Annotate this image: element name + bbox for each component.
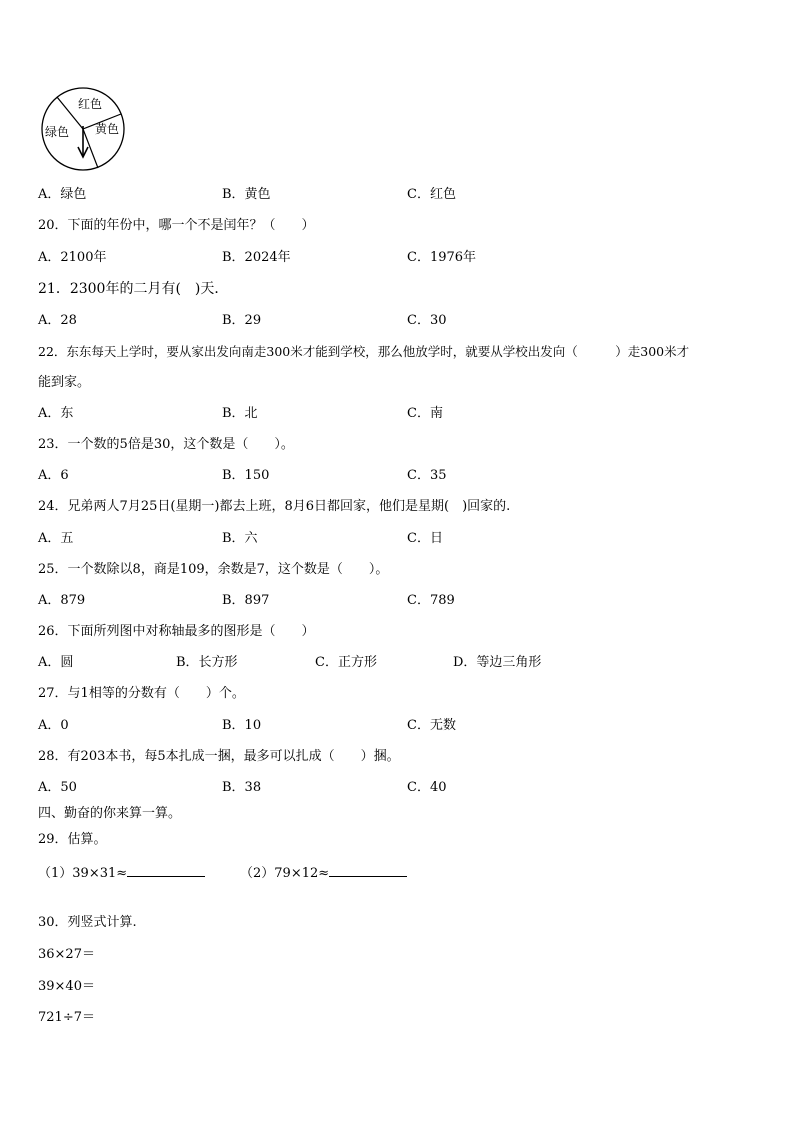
q29-part2 bbox=[240, 864, 407, 882]
q23-question: 23．一个数的5倍是30，这个数是（ ）。 bbox=[38, 437, 294, 452]
q30-item-3: 721÷7＝ bbox=[38, 1010, 95, 1025]
spinner-label-green: 绿色 bbox=[45, 125, 70, 139]
q25-question: 25．一个数除以8，商是109，余数是7，这个数是（ ）。 bbox=[38, 562, 389, 577]
q26-option-a: A．圆 bbox=[38, 655, 74, 670]
q27-question: 27．与1相等的分数有（ ）个。 bbox=[38, 686, 245, 701]
q30-item-1: 36×27＝ bbox=[38, 947, 95, 962]
q25-option-b: B．897 bbox=[222, 593, 270, 608]
q21-option-b: B．29 bbox=[222, 313, 262, 328]
q22-option-c: C．南 bbox=[407, 406, 443, 421]
q20-question: 20．下面的年份中，哪一个不是闰年？（ ） bbox=[38, 218, 315, 233]
q24-question: 24．兄弟两人7月25日(星期一)都去上班，8月6日都回家，他们是星期( )回家的. bbox=[38, 499, 511, 514]
q30-item-2: 39×40＝ bbox=[38, 979, 95, 994]
q30-question: 30．列竖式计算. bbox=[38, 915, 137, 930]
q21-question: 21．2300年的二月有( )天． bbox=[38, 281, 229, 297]
q21-option-a: A．28 bbox=[38, 313, 77, 328]
q28-option-a: A．50 bbox=[38, 780, 77, 795]
q26-option-c: C．正方形 bbox=[315, 655, 377, 670]
q27-option-b: B．10 bbox=[222, 718, 262, 733]
q19-option-c: C．红色 bbox=[407, 187, 456, 202]
q20-option-a: A．2100年 bbox=[38, 250, 107, 265]
q27-option-a: A．0 bbox=[38, 718, 69, 733]
spinner-label-yellow: 黄色 bbox=[95, 122, 120, 136]
q29-part2-expression: （2）79×12≈ bbox=[240, 866, 330, 881]
q24-option-a: A．五 bbox=[38, 531, 74, 546]
q22-question-line1: 22．东东每天上学时，要从家出发向南走300米才能到学校，那么他放学时，就要从学校出发向（ ）走300米才 bbox=[38, 344, 690, 359]
q29-part1-answer-blank[interactable] bbox=[127, 864, 205, 877]
q23-option-b: B．150 bbox=[222, 468, 270, 483]
q27-option-c: C．无数 bbox=[407, 718, 456, 733]
q23-option-a: A．6 bbox=[38, 468, 69, 483]
section-heading: 四、勤奋的你来算一算。 bbox=[38, 806, 182, 821]
q19-option-b: B．黄色 bbox=[222, 187, 271, 202]
q26-option-d: D．等边三角形 bbox=[453, 655, 542, 670]
spinner-figure bbox=[40, 86, 130, 172]
q24-option-c: C．日 bbox=[407, 531, 443, 546]
q28-question: 28．有203本书，每5本扎成一捆，最多可以扎成（ ）捆。 bbox=[38, 749, 400, 764]
q19-option-a: A．绿色 bbox=[38, 187, 87, 202]
q28-option-c: C．40 bbox=[407, 780, 447, 795]
q24-option-b: B．六 bbox=[222, 531, 258, 546]
q22-option-b: B．北 bbox=[222, 406, 258, 421]
q29-part2-answer-blank[interactable] bbox=[329, 864, 407, 877]
q29-part1-expression: （1）39×31≈ bbox=[38, 866, 128, 881]
q22-option-a: A．东 bbox=[38, 406, 74, 421]
q26-question: 26．下面所列图中对称轴最多的图形是（ ） bbox=[38, 624, 315, 639]
q20-option-c: C．1976年 bbox=[407, 250, 477, 265]
q21-option-c: C．30 bbox=[407, 313, 447, 328]
q25-option-a: A．879 bbox=[38, 593, 86, 608]
q22-question-line2: 能到家。 bbox=[38, 375, 91, 390]
q25-option-c: C．789 bbox=[407, 593, 455, 608]
q29-question: 29．估算。 bbox=[38, 832, 107, 847]
q29-part1 bbox=[38, 864, 205, 882]
q20-option-b: B．2024年 bbox=[222, 250, 291, 265]
q26-option-b: B．长方形 bbox=[176, 655, 238, 670]
spinner-label-red: 红色 bbox=[78, 97, 103, 111]
q23-option-c: C．35 bbox=[407, 468, 447, 483]
q28-option-b: B．38 bbox=[222, 780, 262, 795]
